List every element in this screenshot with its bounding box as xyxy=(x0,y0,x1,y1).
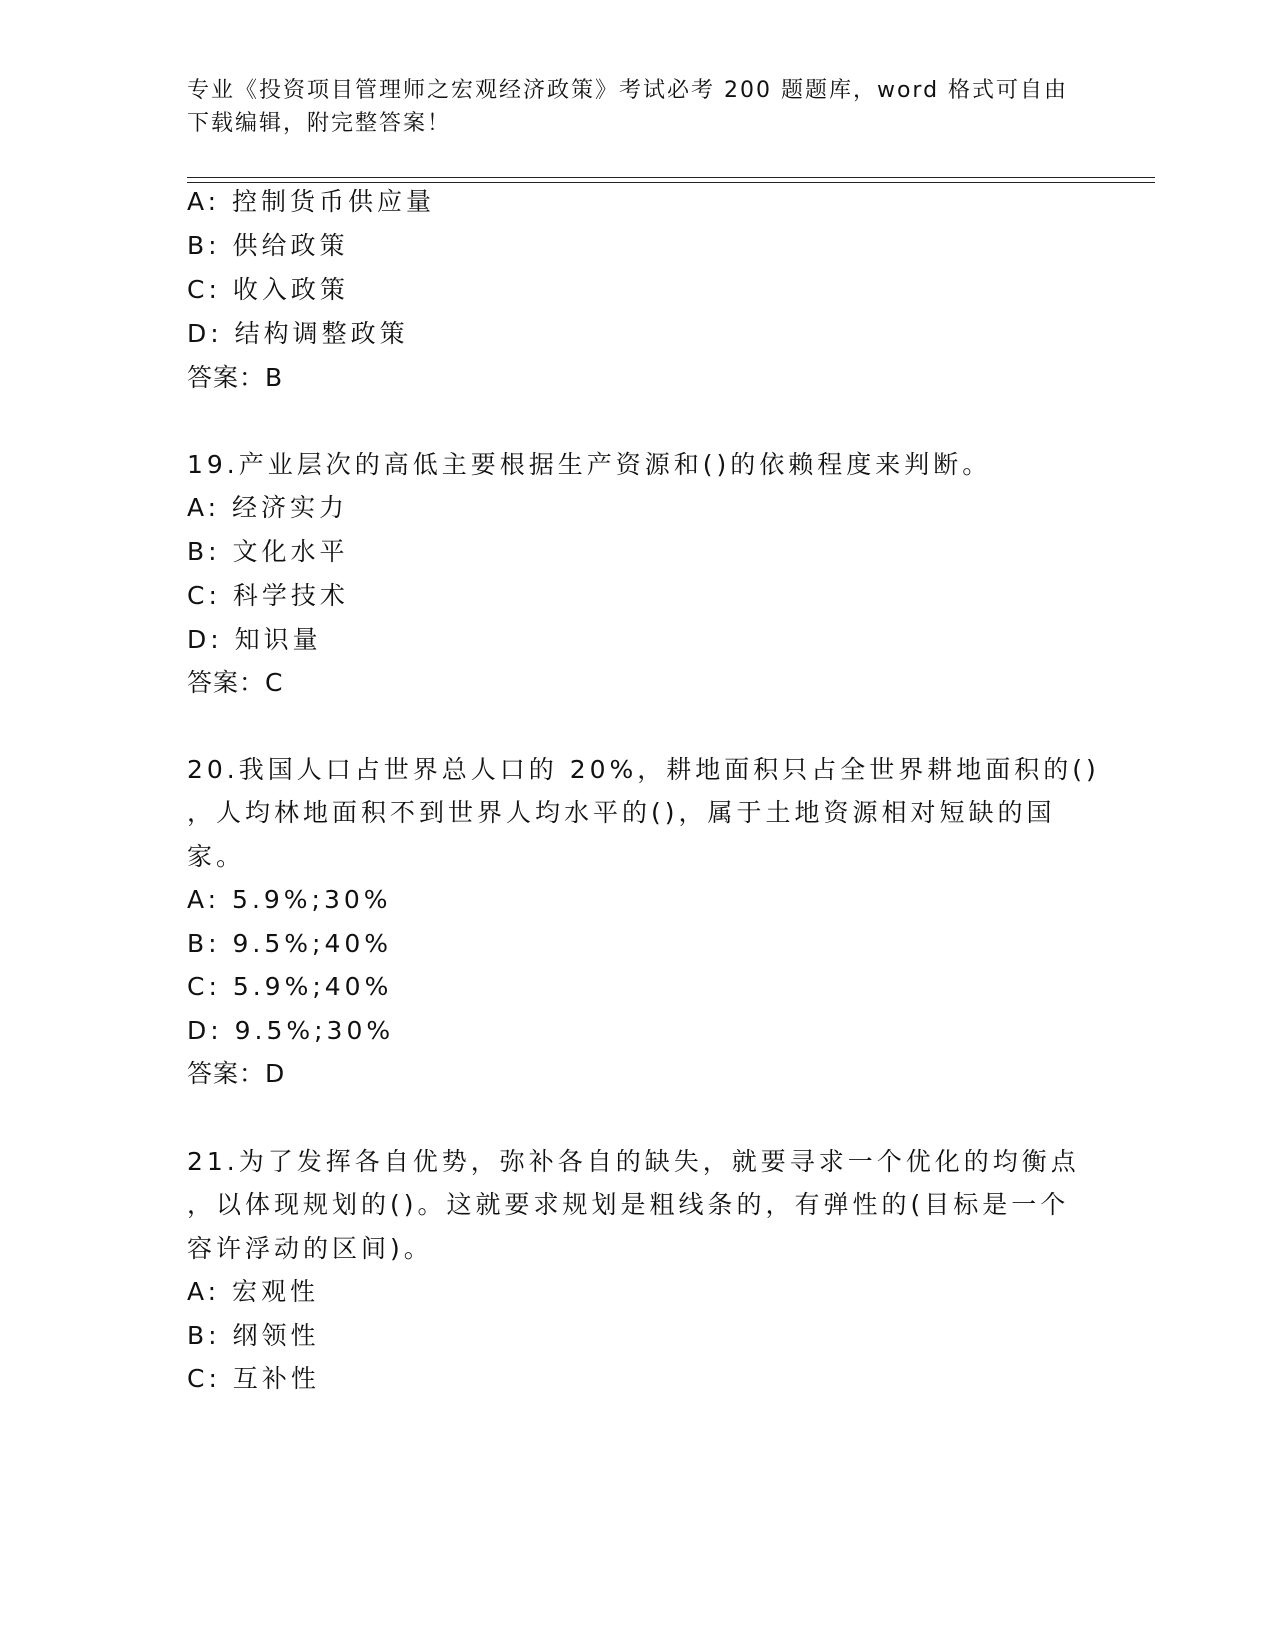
q20-option-c: C: 5.9%;40% xyxy=(187,972,393,1001)
q21-option-b: B: 纲领性 xyxy=(187,1321,320,1350)
header-rule-top xyxy=(187,177,1155,178)
q20-option-d: D: 9.5%;30% xyxy=(187,1016,395,1045)
q18-answer: 答案：B xyxy=(187,363,284,392)
q21-option-a: A: 宏观性 xyxy=(187,1277,320,1306)
q18-option-d: D: 结构调整政策 xyxy=(187,319,409,348)
q20-stem-line-2: ，人均林地面积不到世界人均水平的()，属于土地资源相对短缺的国 xyxy=(187,798,1056,827)
q21-stem-line-1: 21.为了发挥各自优势，弥补各自的缺失，就要寻求一个优化的均衡点 xyxy=(187,1147,1080,1176)
header-rule-bottom xyxy=(187,182,1155,183)
q20-stem-line-3: 家。 xyxy=(187,842,246,871)
q20-answer: 答案：D xyxy=(187,1059,286,1088)
q19-stem: 19.产业层次的高低主要根据生产资源和()的依赖程度来判断。 xyxy=(187,450,992,479)
q19-option-d: D: 知识量 xyxy=(187,625,322,654)
q19-option-a: A: 经济实力 xyxy=(187,493,349,522)
q20-stem-line-1: 20.我国人口占世界总人口的 20%，耕地面积只占全世界耕地面积的() xyxy=(187,755,1100,784)
q18-option-a: A: 控制货币供应量 xyxy=(187,187,436,216)
q21-stem-line-3: 容许浮动的区间)。 xyxy=(187,1234,433,1263)
q20-option-a: A: 5.9%;30% xyxy=(187,885,392,914)
q18-option-b: B: 供给政策 xyxy=(187,231,349,260)
q19-answer: 答案：C xyxy=(187,668,284,697)
q18-option-c: C: 收入政策 xyxy=(187,275,349,304)
q21-option-c: C: 互补性 xyxy=(187,1364,320,1393)
q20-option-b: B: 9.5%;40% xyxy=(187,929,393,958)
q19-option-b: B: 文化水平 xyxy=(187,537,349,566)
q19-option-c: C: 科学技术 xyxy=(187,581,349,610)
document-header: 专业《投资项目管理师之宏观经济政策》考试必考 200 题题库，word 格式可自由下载编辑，附完整答案！ xyxy=(187,78,1069,136)
q21-stem-line-2: ，以体现规划的()。这就要求规划是粗线条的，有弹性的(目标是一个 xyxy=(187,1190,1070,1219)
